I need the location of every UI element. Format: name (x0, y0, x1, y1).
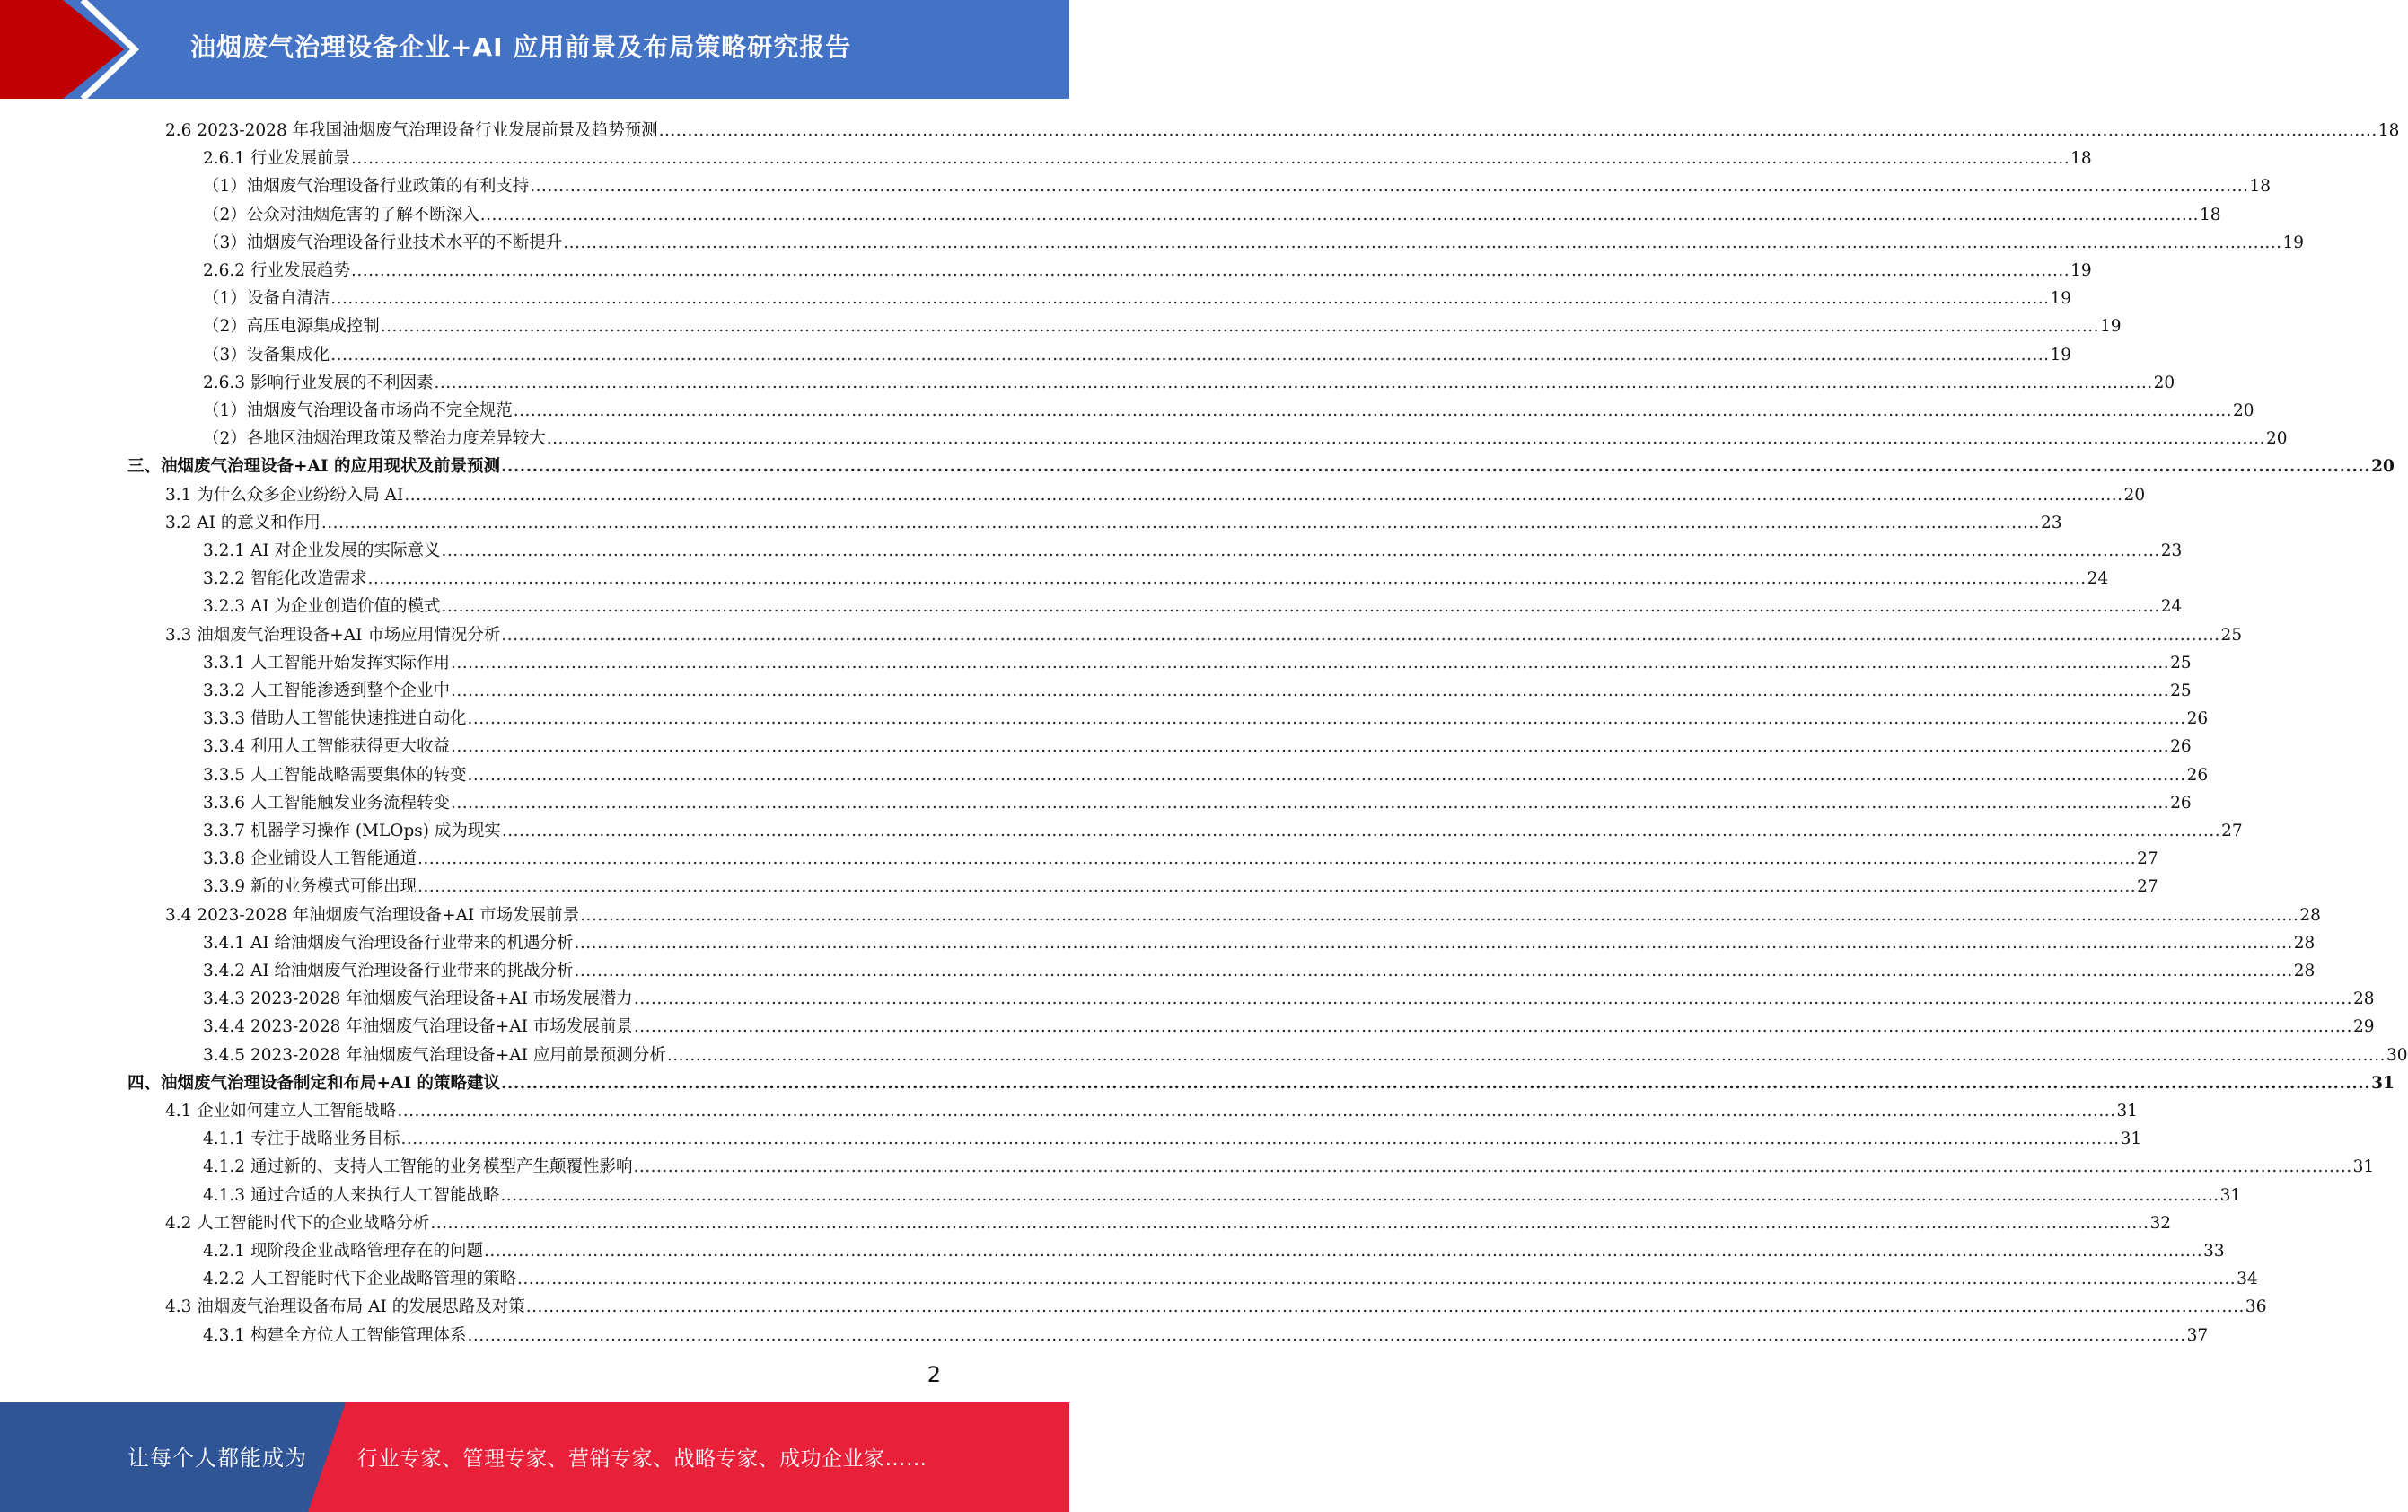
toc-entry-title: 四、油烟废气治理设备制定和布局+AI 的策略建议 (127, 1073, 500, 1093)
toc-entry-page: 19 (2070, 261, 2092, 280)
toc-entry-title: 3.2.1 AI 对企业发展的实际意义 (203, 541, 441, 560)
toc-entry-page: 31 (2116, 1102, 2139, 1121)
toc-entry-page: 25 (2220, 625, 2243, 645)
toc-entry-page: 20 (2123, 485, 2146, 505)
toc-leader-dots: ............................................................................................................................................................................................................................................................................................................ (380, 317, 2099, 337)
toc-entry-page: 28 (2293, 962, 2316, 980)
toc-leader-dots: ............................................................................................................................................................................................................................................................................................................ (516, 1270, 2237, 1289)
toc-leader-dots: ............................................................................................................................................................................................................................................................................................................ (400, 1130, 2120, 1149)
toc-entry-title: 3.3.2 人工智能渗透到整个企业中 (203, 681, 450, 700)
toc-entry-title: 3.4.2 AI 给油烟废气治理设备行业带来的挑战分析 (203, 962, 574, 980)
toc-leader-dots: ............................................................................................................................................................................................................................................................................................................ (501, 625, 2220, 645)
toc-leader-dots: ............................................................................................................................................................................................................................................................................................................ (633, 1157, 2352, 1177)
toc-entry-title: 3.4 2023-2028 年油烟废气治理设备+AI 市场发展前景 (165, 905, 580, 925)
toc-leader-dots: ............................................................................................................................................................................................................................................................................................................ (450, 793, 2170, 813)
toc-leader-dots: ............................................................................................................................................................................................................................................................................................................ (321, 513, 2041, 532)
toc-entry-page: 29 (2353, 1017, 2375, 1037)
toc-entry-title: 4.1.2 通过新的、支持人工智能的业务模型产生颠覆性影响 (203, 1157, 633, 1177)
toc-leader-dots: ............................................................................................................................................................................................................................................................................................................ (513, 401, 2232, 420)
toc-entry-title: 4.1 企业如何建立人工智能战略 (165, 1102, 397, 1121)
toc-entry-page: 33 (2203, 1242, 2225, 1261)
toc-entry[interactable] (165, 506, 2062, 534)
toc-entry-title: 2.6.1 行业发展前景 (203, 149, 350, 169)
toc-entry[interactable] (203, 170, 2272, 198)
toc-entry-title: 3.3.4 利用人工智能获得更大收益 (203, 737, 450, 757)
toc-entry-title: （2）公众对油烟危害的了解不断深入 (203, 205, 479, 224)
toc-entry-page: 25 (2170, 653, 2192, 672)
toc-entry[interactable] (203, 142, 2092, 170)
toc-entry-page: 26 (2170, 793, 2192, 813)
toc-entry-page: 19 (2282, 233, 2305, 252)
toc-entry-title: 3.2.3 AI 为企业创造价值的模式 (203, 597, 441, 617)
toc-entry-title: （2）各地区油烟治理政策及整治力度差异较大 (203, 429, 546, 449)
toc-entry-page: 26 (2170, 737, 2192, 757)
toc-entry-title: 4.3.1 构建全方位人工智能管理体系 (203, 1325, 467, 1345)
toc-leader-dots: ............................................................................................................................................................................................................................................................................................................ (417, 877, 2137, 897)
toc-leader-dots: ............................................................................................................................................................................................................................................................................................................ (417, 849, 2137, 869)
report-title: 油烟废气治理设备企业+AI 应用前景及布局策略研究报告 (190, 32, 852, 62)
toc-leader-dots: ............................................................................................................................................................................................................................................................................................................ (525, 1297, 2245, 1317)
toc-leader-dots: ............................................................................................................................................................................................................................................................................................................ (450, 737, 2170, 757)
toc-entry-page: 18 (2377, 121, 2400, 140)
toc-leader-dots: ............................................................................................................................................................................................................................................................................................................ (330, 289, 2050, 309)
toc-leader-dots: ............................................................................................................................................................................................................................................................................................................ (330, 345, 2050, 365)
toc-leader-dots: ............................................................................................................................................................................................................................................................................................................ (580, 905, 2299, 925)
toc-entry[interactable] (127, 1067, 2395, 1094)
toc-entry[interactable] (165, 479, 2146, 506)
toc-entry-page: 31 (2120, 1130, 2142, 1149)
toc-leader-dots: ............................................................................................................................................................................................................................................................................................................ (450, 681, 2170, 700)
toc-entry[interactable] (203, 394, 2254, 422)
toc-leader-dots: ............................................................................................................................................................................................................................................................................................................ (500, 457, 2371, 477)
toc-entry-title: 2.6.2 行业发展趋势 (203, 261, 350, 280)
toc-leader-dots: ............................................................................................................................................................................................................................................................................................................ (574, 962, 2293, 980)
toc-leader-dots: ............................................................................................................................................................................................................................................................................................................ (500, 1073, 2371, 1093)
toc-entry[interactable] (203, 1122, 2142, 1150)
toc-entry[interactable] (203, 842, 2158, 870)
toc-entry-page: 32 (2149, 1213, 2172, 1233)
toc-leader-dots: ............................................................................................................................................................................................................................................................................................................ (441, 541, 2160, 560)
toc-entry-page: 20 (2371, 457, 2395, 477)
footer-slogan-right: 行业专家、管理专家、营销专家、战略专家、成功企业家…… (357, 1447, 927, 1471)
toc-entry-title: 3.4.4 2023-2028 年油烟废气治理设备+AI 市场发展前景 (203, 1017, 633, 1037)
toc-entry-title: 三、油烟废气治理设备+AI 的应用现状及前景预测 (127, 457, 500, 477)
toc-entry-title: 3.4.1 AI 给油烟废气治理设备行业带来的机遇分析 (203, 933, 574, 953)
toc-entry-page: 37 (2186, 1325, 2209, 1345)
toc-entry[interactable] (203, 702, 2209, 730)
toc-leader-dots: ............................................................................................................................................................................................................................................................................................................ (563, 233, 2282, 252)
toc-entry-title: （1）油烟废气治理设备市场尚不完全规范 (203, 401, 513, 420)
toc-entry-page: 26 (2186, 709, 2209, 729)
toc-entry-title: 3.3.6 人工智能触发业务流程转变 (203, 793, 450, 813)
toc-leader-dots: ............................................................................................................................................................................................................................................................................................................ (397, 1102, 2116, 1121)
toc-entry-page: 18 (2199, 205, 2221, 224)
page-footer (0, 1402, 1069, 1512)
toc-entry[interactable] (203, 814, 2243, 842)
toc-entry[interactable] (203, 534, 2183, 562)
toc-entry[interactable] (203, 870, 2158, 898)
toc-entry[interactable] (203, 730, 2192, 758)
toc-entry-page: 20 (2153, 373, 2175, 392)
toc-entry[interactable] (203, 982, 2375, 1010)
toc-entry-page: 36 (2245, 1297, 2267, 1317)
toc-entry[interactable] (165, 1290, 2267, 1318)
toc-entry-page: 18 (2070, 149, 2092, 169)
toc-entry-title: 3.3.5 人工智能战略需要集体的转变 (203, 765, 467, 785)
toc-entry[interactable] (165, 114, 2400, 142)
toc-entry-title: （3）设备集成化 (203, 345, 330, 365)
toc-entry-page: 24 (2160, 597, 2183, 617)
toc-leader-dots: ............................................................................................................................................................................................................................................................................................................ (404, 485, 2123, 505)
toc-entry-title: 2.6 2023-2028 年我国油烟废气治理设备行业发展前景及趋势预测 (165, 121, 658, 140)
toc-entry[interactable] (203, 646, 2192, 674)
toc-leader-dots: ............................................................................................................................................................................................................................................................................................................ (500, 1185, 2219, 1205)
toc-entry-title: 3.4.5 2023-2028 年油烟废气治理设备+AI 应用前景预测分析 (203, 1045, 666, 1065)
toc-leader-dots: ............................................................................................................................................................................................................................................................................................................ (633, 1017, 2352, 1037)
toc-entry-page: 23 (2160, 541, 2183, 560)
toc-entry-page: 25 (2170, 681, 2192, 700)
toc-leader-dots: ............................................................................................................................................................................................................................................................................................................ (501, 822, 2221, 840)
toc-entry-page: 27 (2137, 849, 2158, 869)
toc-entry-title: 3.2.2 智能化改造需求 (203, 569, 367, 589)
toc-leader-dots: ............................................................................................................................................................................................................................................................................................................ (350, 149, 2070, 169)
toc-entry-page: 34 (2237, 1270, 2258, 1289)
toc-entry-page: 19 (2050, 289, 2072, 309)
toc-entry-title: 4.2.2 人工智能时代下企业战略管理的策略 (203, 1270, 516, 1289)
toc-leader-dots: ............................................................................................................................................................................................................................................................................................................ (633, 989, 2352, 1009)
toc-entry[interactable] (203, 1235, 2225, 1262)
toc-entry[interactable] (203, 1319, 2209, 1347)
toc-entry-title: （1）油烟废气治理设备行业政策的有利支持 (203, 177, 530, 197)
toc-entry-title: （2）高压电源集成控制 (203, 317, 380, 337)
toc-entry[interactable] (203, 590, 2183, 618)
toc-entry[interactable] (203, 338, 2072, 366)
toc-entry[interactable] (203, 954, 2316, 982)
page-number: 2 (927, 1362, 941, 1387)
toc-entry[interactable] (203, 1150, 2375, 1178)
toc-entry-page: 31 (2371, 1073, 2395, 1093)
toc-leader-dots: ............................................................................................................................................................................................................................................................................................................ (574, 933, 2293, 953)
toc-entry-page: 30 (2386, 1045, 2408, 1065)
toc-entry-title: 4.1.3 通过合适的人来执行人工智能战略 (203, 1185, 500, 1205)
toc-entry-page: 28 (2293, 933, 2316, 953)
toc-leader-dots: ............................................................................................................................................................................................................................................................................................................ (467, 709, 2186, 729)
toc-entry[interactable] (203, 198, 2221, 226)
toc-entry[interactable] (127, 450, 2395, 478)
toc-entry-title: （1）设备自清洁 (203, 289, 330, 309)
toc-leader-dots: ............................................................................................................................................................................................................................................................................................................ (467, 765, 2186, 785)
toc-entry[interactable] (165, 1207, 2172, 1235)
toc-entry[interactable] (165, 899, 2321, 927)
toc-entry-page: 31 (2352, 1157, 2375, 1177)
toc-entry-title: 4.1.1 专注于战略业务目标 (203, 1130, 400, 1149)
toc-entry-page: 26 (2186, 765, 2209, 785)
toc-entry[interactable] (203, 254, 2092, 282)
toc-entry-title: 3.3.8 企业铺设人工智能通道 (203, 849, 417, 869)
toc-leader-dots: ............................................................................................................................................................................................................................................................................................................ (434, 373, 2153, 392)
toc-entry-page: 24 (2087, 569, 2109, 589)
toc-entry-page: 19 (2099, 317, 2122, 337)
toc-entry[interactable] (203, 1262, 2258, 1290)
toc-entry[interactable] (203, 562, 2109, 590)
toc-entry[interactable] (203, 1179, 2242, 1207)
toc-leader-dots: ............................................................................................................................................................................................................................................................................................................ (367, 569, 2087, 589)
toc-entry[interactable] (203, 1039, 2408, 1067)
toc-entry-title: 4.2 人工智能时代下的企业战略分析 (165, 1213, 430, 1233)
toc-entry-title: 3.2 AI 的意义和作用 (165, 513, 321, 532)
toc-leader-dots: ............................................................................................................................................................................................................................................................................................................ (430, 1213, 2149, 1233)
toc-entry-page: 23 (2041, 513, 2062, 532)
toc-leader-dots: ............................................................................................................................................................................................................................................................................................................ (658, 121, 2377, 140)
toc-entry-page: 28 (2353, 989, 2375, 1009)
page-header (0, 0, 1069, 99)
toc-entry[interactable] (203, 226, 2305, 254)
toc-leader-dots: ............................................................................................................................................................................................................................................................................................................ (666, 1045, 2386, 1065)
toc-leader-dots: ............................................................................................................................................................................................................................................................................................................ (483, 1242, 2203, 1261)
toc-entry[interactable] (203, 310, 2122, 338)
toc-entry-title: 3.3.3 借助人工智能快速推进自动化 (203, 709, 467, 729)
toc-entry[interactable] (203, 1010, 2375, 1038)
toc-entry-title: 3.1 为什么众多企业纷纷入局 AI (165, 485, 404, 505)
toc-entry-title: 4.3 油烟废气治理设备布局 AI 的发展思路及对策 (165, 1297, 525, 1317)
toc-entry-title: 2.6.3 影响行业发展的不利因素 (203, 373, 434, 392)
toc-entry[interactable] (203, 674, 2192, 702)
toc-entry-page: 19 (2050, 345, 2072, 365)
toc-entry-page: 28 (2299, 905, 2321, 925)
footer-slogan-left: 让每个人都能成为 (127, 1446, 307, 1471)
toc-leader-dots: ............................................................................................................................................................................................................................................................................................................ (450, 653, 2170, 672)
toc-entry[interactable] (165, 619, 2243, 646)
toc-leader-dots: ............................................................................................................................................................................................................................................................................................................ (467, 1325, 2186, 1345)
toc-entry-page: 27 (2137, 877, 2158, 897)
toc-entry[interactable] (203, 927, 2316, 954)
toc-entry-page: 20 (2265, 429, 2288, 449)
toc-entry[interactable] (165, 1094, 2139, 1122)
toc-entry-title: 4.2.1 现阶段企业战略管理存在的问题 (203, 1242, 483, 1261)
toc-leader-dots: ............................................................................................................................................................................................................................................................................................................ (441, 597, 2160, 617)
toc-entry-page: 31 (2219, 1185, 2242, 1205)
toc-entry-page: 20 (2232, 401, 2254, 420)
toc-entry-title: 3.4.3 2023-2028 年油烟废气治理设备+AI 市场发展潜力 (203, 989, 633, 1009)
toc-entry-page: 27 (2221, 822, 2243, 840)
toc-entry-title: 3.3.7 机器学习操作 (MLOps) 成为现实 (203, 822, 501, 840)
toc-leader-dots: ............................................................................................................................................................................................................................................................................................................ (479, 205, 2199, 224)
toc-entry[interactable] (203, 422, 2288, 450)
toc-entry-title: 3.3.9 新的业务模式可能出现 (203, 877, 417, 897)
toc-entry-title: 3.3 油烟废气治理设备+AI 市场应用情况分析 (165, 625, 501, 645)
toc-leader-dots: ............................................................................................................................................................................................................................................................................................................ (530, 177, 2249, 197)
toc-entry-title: （3）油烟废气治理设备行业技术水平的不断提升 (203, 233, 563, 252)
toc-entry[interactable] (203, 366, 2175, 394)
toc-entry-title: 3.3.1 人工智能开始发挥实际作用 (203, 653, 450, 672)
toc-entry[interactable] (203, 282, 2072, 310)
toc-entry[interactable] (203, 787, 2192, 814)
toc-entry[interactable] (203, 759, 2209, 787)
toc-leader-dots: ............................................................................................................................................................................................................................................................................................................ (546, 429, 2265, 449)
toc-leader-dots: ............................................................................................................................................................................................................................................................................................................ (350, 261, 2070, 280)
toc-entry-page: 18 (2249, 177, 2272, 197)
